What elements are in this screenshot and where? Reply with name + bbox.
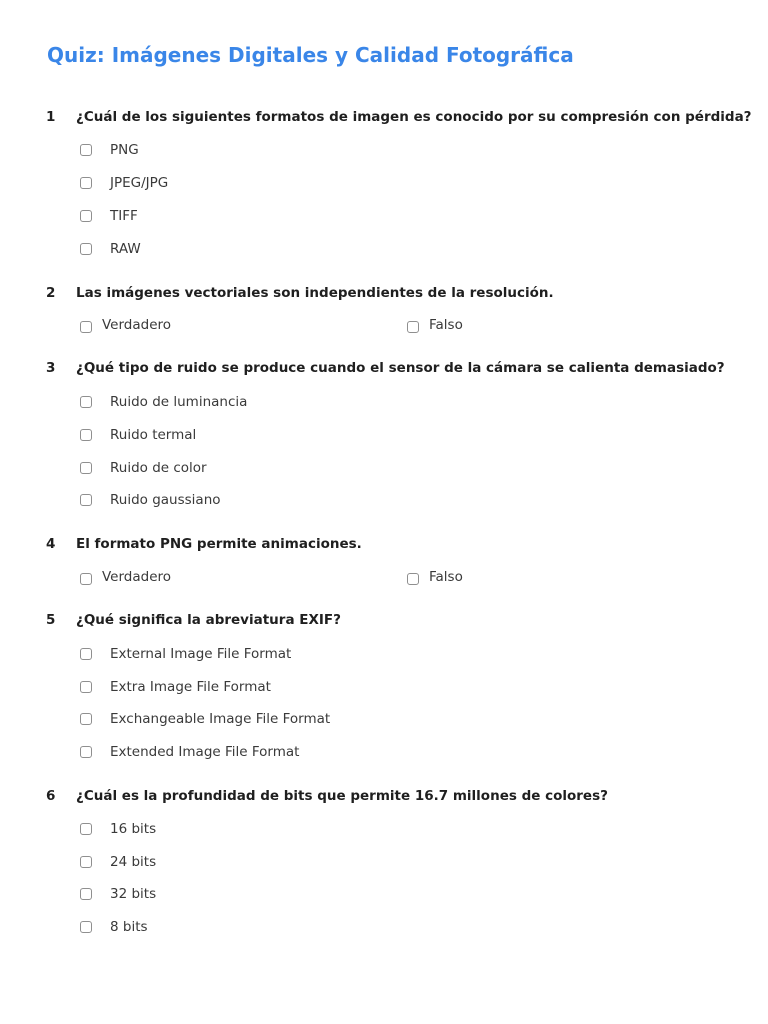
checkbox-icon[interactable] bbox=[80, 210, 92, 222]
question-number: 3 bbox=[46, 360, 56, 376]
option-q3-gaussian[interactable] bbox=[80, 490, 221, 510]
option-label: Ruido de luminancia bbox=[110, 394, 248, 410]
option-q3-thermal[interactable] bbox=[80, 425, 196, 445]
option-label: RAW bbox=[110, 241, 141, 257]
option-q2-true[interactable] bbox=[80, 315, 171, 335]
question-text: ¿Qué significa la abreviatura EXIF? bbox=[76, 612, 341, 628]
option-label: 24 bits bbox=[110, 854, 157, 870]
checkbox-icon[interactable] bbox=[80, 573, 92, 585]
checkbox-icon[interactable] bbox=[80, 921, 92, 933]
option-q5-exchangeable[interactable] bbox=[80, 709, 330, 729]
checkbox-icon[interactable] bbox=[80, 429, 92, 441]
option-q6-32bits[interactable] bbox=[80, 884, 156, 904]
option-label: Ruido gaussiano bbox=[110, 492, 221, 508]
checkbox-icon[interactable] bbox=[80, 396, 92, 408]
option-q4-false[interactable] bbox=[407, 567, 463, 587]
option-q3-color[interactable] bbox=[80, 458, 207, 478]
checkbox-icon[interactable] bbox=[80, 144, 92, 156]
checkbox-icon[interactable] bbox=[80, 681, 92, 693]
option-label: 32 bits bbox=[110, 886, 157, 902]
checkbox-icon[interactable] bbox=[80, 746, 92, 758]
option-q1-tiff[interactable] bbox=[80, 206, 138, 226]
option-label: TIFF bbox=[110, 208, 138, 224]
option-label: Extra Image File Format bbox=[110, 679, 271, 695]
checkbox-icon[interactable] bbox=[80, 713, 92, 725]
option-q6-8bits[interactable] bbox=[80, 917, 148, 937]
checkbox-icon[interactable] bbox=[80, 177, 92, 189]
checkbox-icon[interactable] bbox=[80, 856, 92, 868]
option-q2-false[interactable] bbox=[407, 315, 463, 335]
option-q1-raw[interactable] bbox=[80, 239, 141, 259]
question-text: El formato PNG permite animaciones. bbox=[76, 536, 362, 552]
option-q6-24bits[interactable] bbox=[80, 852, 156, 872]
option-label: Falso bbox=[429, 317, 463, 333]
question-number: 4 bbox=[46, 536, 56, 552]
checkbox-icon[interactable] bbox=[407, 573, 419, 585]
option-label: Verdadero bbox=[102, 569, 172, 585]
option-q5-extended[interactable] bbox=[80, 742, 299, 762]
option-label: Falso bbox=[429, 569, 463, 585]
checkbox-icon[interactable] bbox=[80, 321, 92, 333]
option-label: Ruido termal bbox=[110, 427, 197, 443]
checkbox-icon[interactable] bbox=[80, 462, 92, 474]
checkbox-icon[interactable] bbox=[80, 648, 92, 660]
checkbox-icon[interactable] bbox=[80, 888, 92, 900]
question-number: 2 bbox=[46, 285, 56, 301]
checkbox-icon[interactable] bbox=[80, 243, 92, 255]
question-text: Las imágenes vectoriales son independientes de la resolución. bbox=[76, 285, 554, 301]
page-title: Quiz: Imágenes Digitales y Calidad Fotográfica bbox=[47, 43, 574, 67]
question-text: ¿Cuál es la profundidad de bits que permite 16.7 millones de colores? bbox=[76, 788, 608, 804]
option-q4-true[interactable] bbox=[80, 567, 171, 587]
checkbox-icon[interactable] bbox=[80, 494, 92, 506]
option-label: External Image File Format bbox=[110, 646, 292, 662]
option-label: 8 bits bbox=[110, 919, 148, 935]
question-number: 1 bbox=[46, 109, 56, 125]
option-label: Exchangeable Image File Format bbox=[110, 711, 331, 727]
question-text: ¿Qué tipo de ruido se produce cuando el sensor de la cámara se calienta demasiado? bbox=[76, 360, 725, 376]
option-label: Verdadero bbox=[102, 317, 172, 333]
option-label: JPEG/JPG bbox=[110, 175, 169, 191]
option-label: PNG bbox=[110, 142, 139, 158]
question-number: 5 bbox=[46, 612, 56, 628]
option-q6-16bits[interactable] bbox=[80, 819, 156, 839]
option-label: Extended Image File Format bbox=[110, 744, 300, 760]
option-q1-jpeg[interactable] bbox=[80, 173, 168, 193]
option-q5-external[interactable] bbox=[80, 644, 291, 664]
option-q5-extra[interactable] bbox=[80, 677, 271, 697]
option-label: 16 bits bbox=[110, 821, 157, 837]
option-q1-png[interactable] bbox=[80, 140, 139, 160]
checkbox-icon[interactable] bbox=[407, 321, 419, 333]
question-number: 6 bbox=[46, 788, 56, 804]
option-label: Ruido de color bbox=[110, 460, 207, 476]
option-q3-luminance[interactable] bbox=[80, 392, 247, 412]
checkbox-icon[interactable] bbox=[80, 823, 92, 835]
question-text: ¿Cuál de los siguientes formatos de imagen es conocido por su compresión con pérdida? bbox=[76, 109, 752, 125]
